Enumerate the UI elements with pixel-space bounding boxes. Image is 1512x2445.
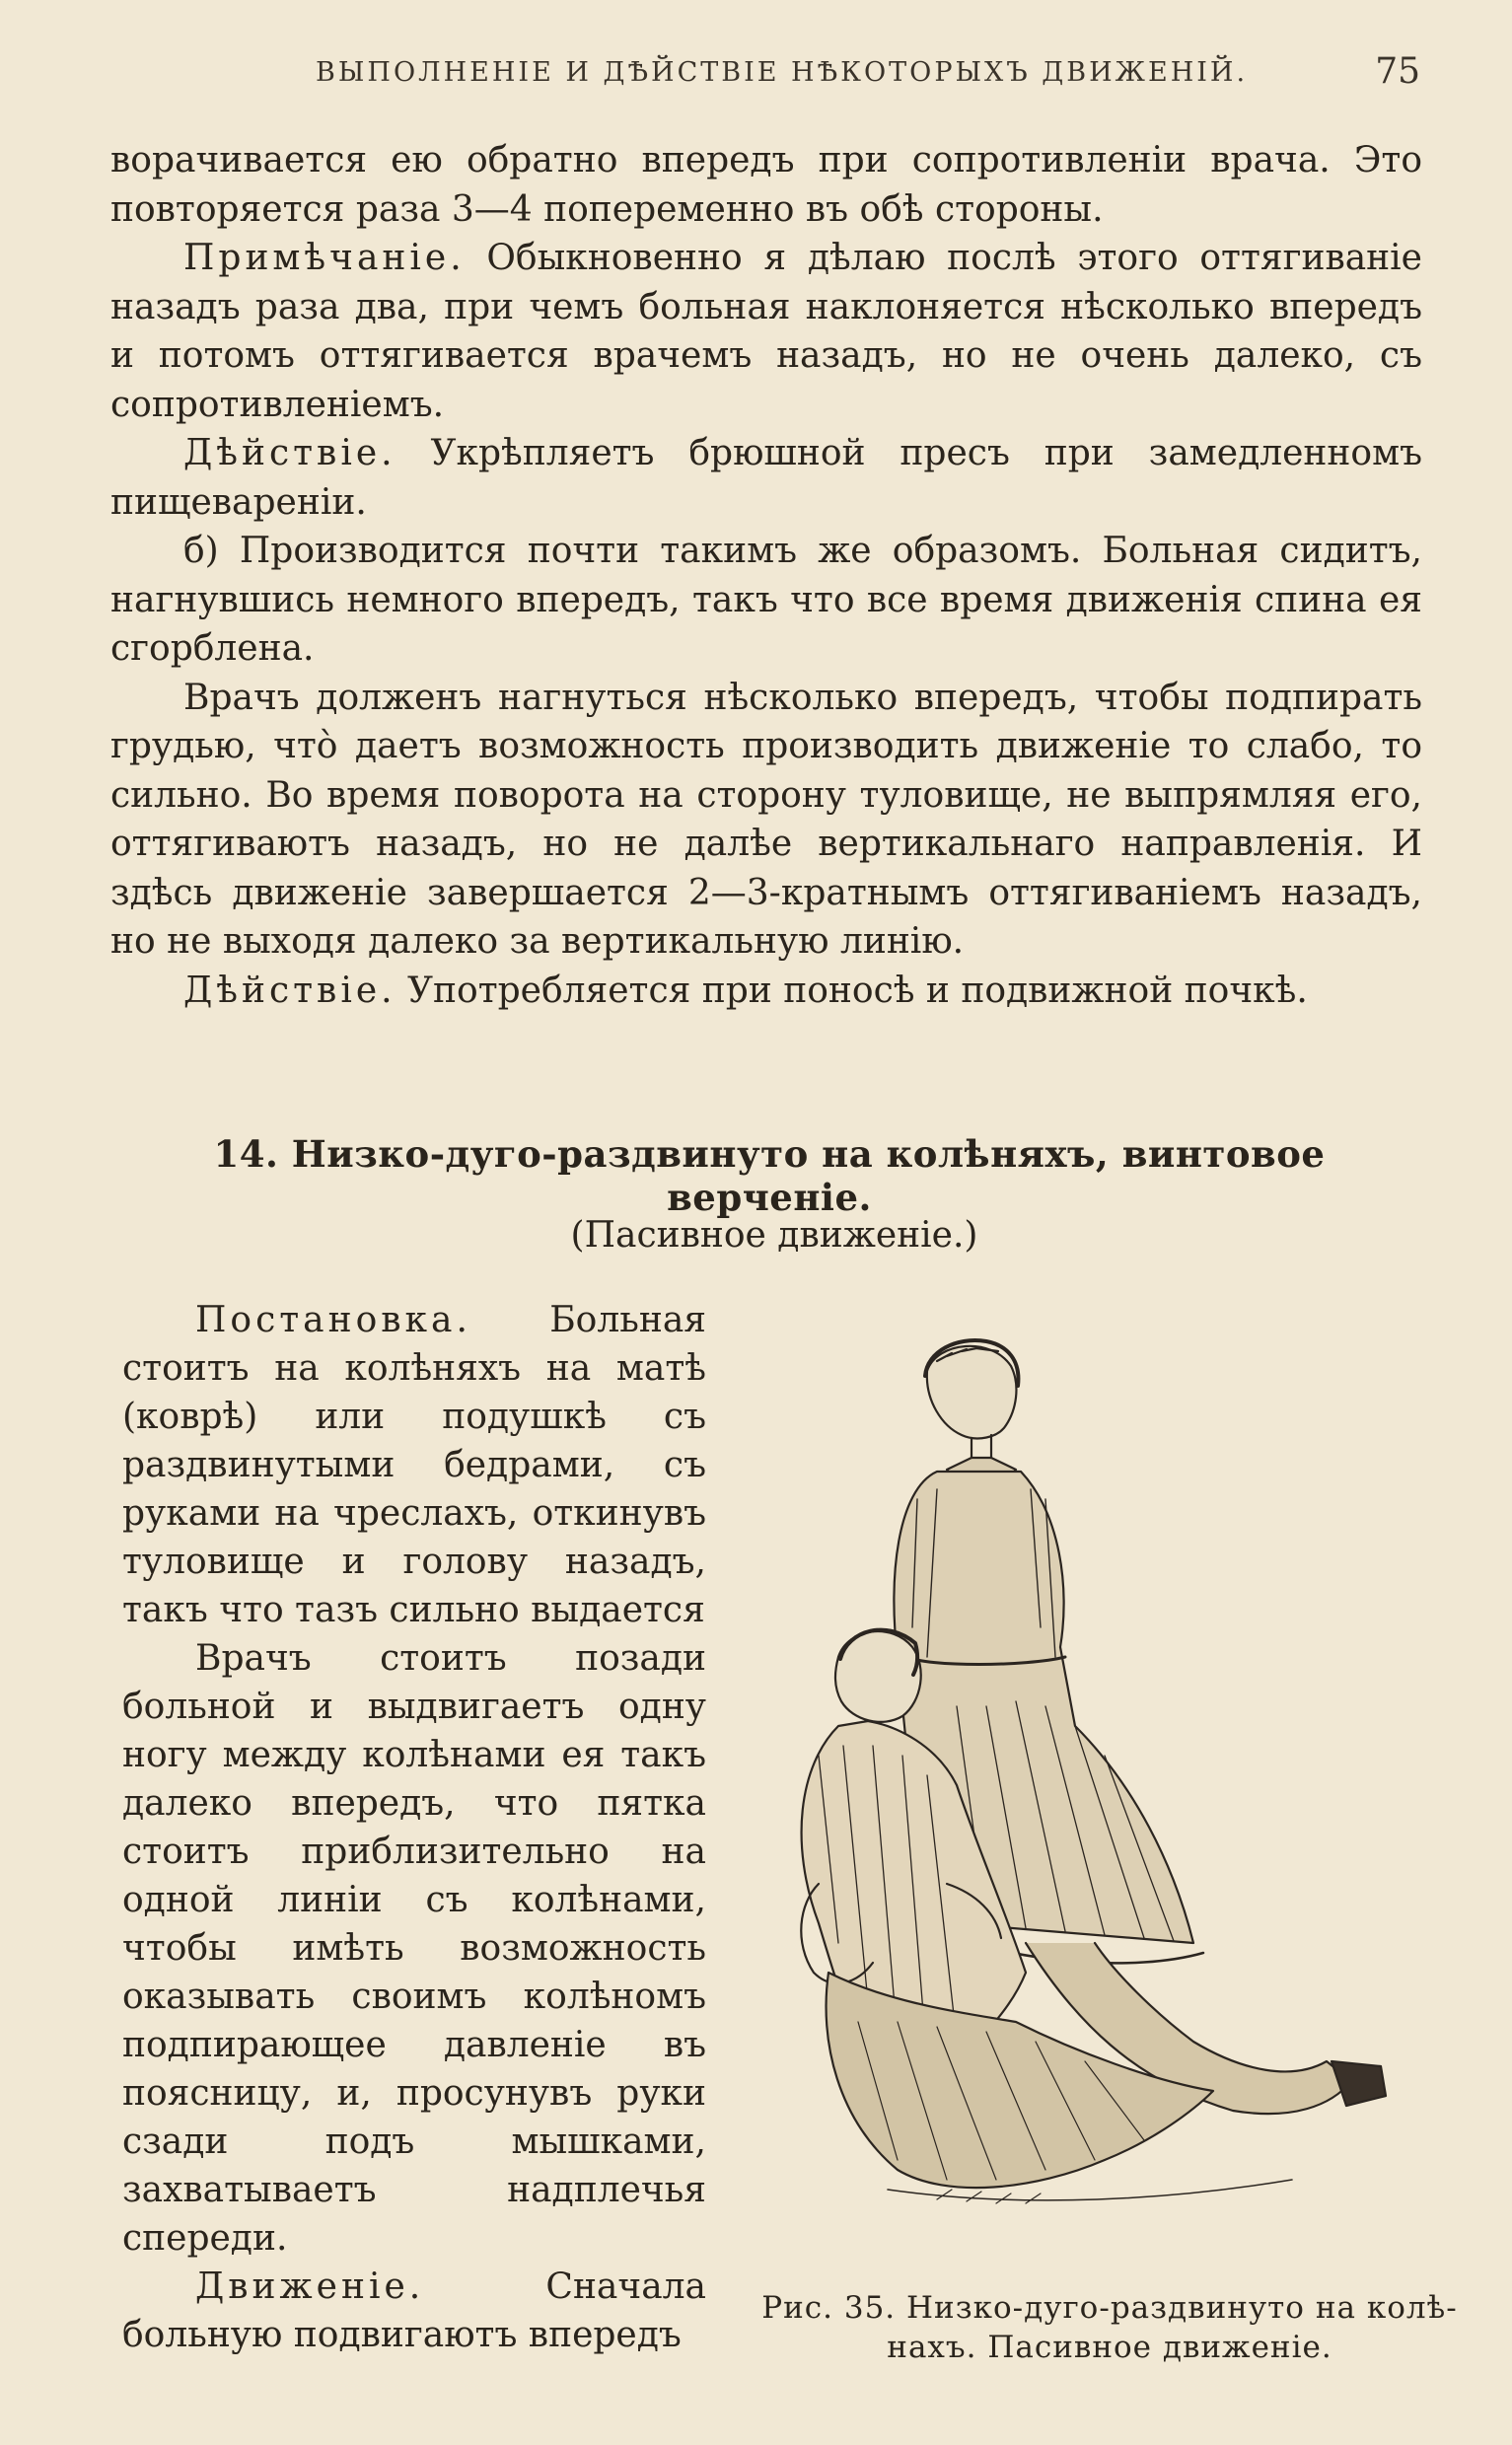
effect-text-2: Употребляется при поносѣ и подвижной почкѣ. — [396, 970, 1308, 1011]
page-number: 75 — [1375, 51, 1420, 92]
paragraph-effect — [110, 429, 1422, 527]
paragraph-effect-2 — [110, 967, 1422, 1016]
setup-label: Постановка. — [195, 1300, 471, 1340]
body-text — [110, 136, 1422, 1015]
figure-caption — [750, 2288, 1470, 2367]
note-text: Обыкновенно я дѣлаю послѣ этого оттягиваніе назадъ раза два, при чемъ больная наклоняется нѣсколько впередъ и потомъ оттягивается врачемъ назадъ, но не очень далеко, съ сопротивленіемъ. — [110, 238, 1422, 425]
paragraph-note — [110, 234, 1422, 429]
caption-line-2: нахъ. Пасивное движеніе. — [887, 2330, 1332, 2365]
effect-label: Дѣйствіе. — [183, 433, 396, 473]
movement-text: Сначала больную подвигаютъ впередъ — [122, 2266, 706, 2355]
section-heading: 14. Низко-дуго-раздвинуто на колѣняхъ, винтовое верченіе. — [213, 1132, 1326, 1219]
paragraph-continuation: ворачивается ею обратно впередъ при сопротивленіи врача. Это повторяется раза 3—4 попеременно въ обѣ стороны. — [110, 140, 1422, 230]
paragraph-doctor: Врачъ долженъ нагнуться нѣсколько впередъ, чтобы подпирать грудью, что̀ даетъ возможность производить движеніе то слабо, то сильно. Во время поворота на сторону туловище, не выпрямляя его, оттягиваютъ назадъ, но не далѣе вертикальнаго направленія. И здѣсь движеніе завершается 2—3-кратнымъ оттягиваніемъ назадъ, но не выходя далеко за вертикальную линію. — [110, 677, 1422, 962]
engraving-image — [779, 1331, 1450, 2239]
figure-illustration — [779, 1331, 1450, 2239]
note-label: Примѣчаніе. — [183, 238, 466, 278]
paragraph-doctor-position: Врачъ стоитъ позади больной и выдвигаетъ одну ногу между колѣнами ея такъ далеко впередъ, что пятка стоитъ приблизительно на одной линіи съ колѣнами, чтобы имѣть возможность оказывать своимъ колѣномъ подпирающее давленіе въ поясницу, и, просунувъ руки сзади подъ мышками, захватываетъ надплечья спереди. — [122, 1638, 706, 2259]
setup-text: Больная стоитъ на колѣняхъ на матѣ (коврѣ) или подушкѣ съ раздвинутыми бедрами, съ руками на чреслахъ, откинувъ туловище и голову назадъ, такъ что тазъ сильно выдается — [122, 1300, 706, 1630]
paragraph-movement — [122, 2263, 706, 2359]
paragraph-setup — [122, 1296, 706, 1634]
left-column-text — [122, 1296, 706, 2359]
effect-text: Укрѣпляетъ брюшной пресъ при замедленномъ пищевареніи. — [110, 433, 1422, 523]
running-title: ВЫПОЛНЕНІЕ И ДѢЙСТВІЕ НѢКОТОРЫХЪ ДВИЖЕНІЙ. — [316, 57, 1249, 88]
caption-line-1: Рис. 35. Низко-дуго-раздвинуто на колѣ- — [761, 2290, 1458, 2326]
running-head — [118, 51, 1430, 101]
effect-label-2: Дѣйствіе. — [183, 970, 396, 1011]
movement-label: Движеніе. — [195, 2266, 425, 2307]
paragraph-variant-b: б) Производится почти такимъ же образомъ. Больная сидитъ, нагнувшись немного впередъ, такъ что все время движенія спина ея сгорблена. — [110, 531, 1422, 669]
section-subheading: (Пасивное движеніе.) — [570, 1215, 978, 1256]
